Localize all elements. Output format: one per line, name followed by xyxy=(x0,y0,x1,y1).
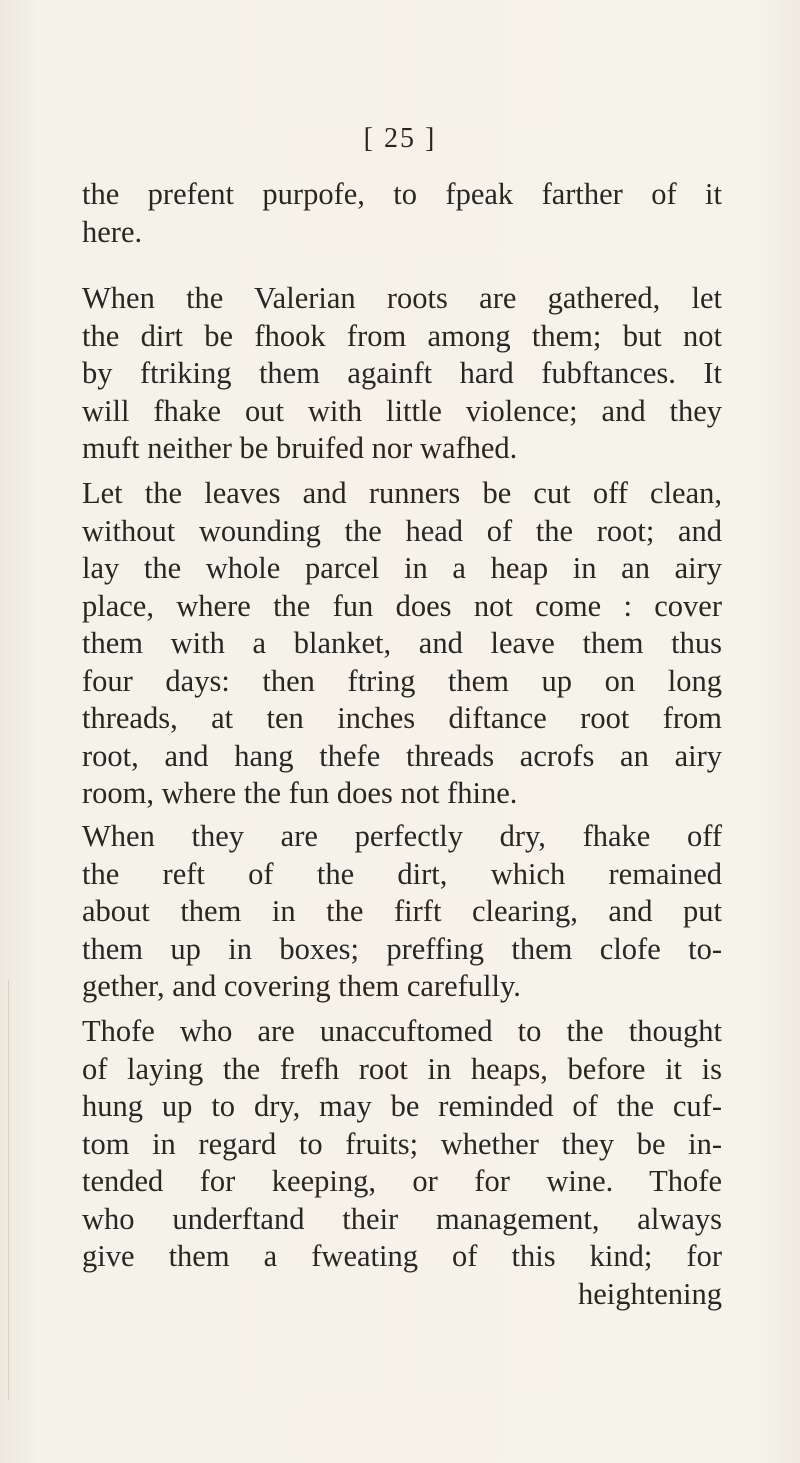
text-line: give them a fweating of this kind; for xyxy=(82,1239,722,1273)
text-line: place, where the fun does not come : cover xyxy=(82,588,722,623)
paragraph-3 xyxy=(82,475,722,813)
page-number: [ 25 ] xyxy=(363,123,437,154)
paragraph-4 xyxy=(82,818,722,1006)
text-line: them up in boxes; preffing them clofe to- xyxy=(82,931,722,966)
text-line: When they are perfectly dry, fhake off xyxy=(82,819,722,853)
text-line: tended for keeping, or for wine. Thofe xyxy=(82,1164,722,1198)
text-line: here. xyxy=(82,214,143,249)
text-line: the prefent purpofe, to fpeak farther of it xyxy=(82,177,722,211)
text-line: four days: then ftring them up on long xyxy=(82,663,722,698)
text-line: who underftand their management, always xyxy=(82,1201,722,1236)
paragraph-2 xyxy=(82,280,722,468)
text-line: hung up to dry, may be reminded of the cuf- xyxy=(82,1089,722,1123)
text-line: room, where the fun does not fhine. xyxy=(82,776,518,810)
text-line: Let the leaves and runners be cut off clean, xyxy=(82,476,722,510)
text-line: lay the whole parcel in a heap in an airy xyxy=(82,551,722,585)
text-line: the reft of the dirt, which remained xyxy=(82,856,722,891)
catchword: heightening xyxy=(578,1276,722,1311)
paragraph-5 xyxy=(82,1013,722,1313)
text-line: When the Valerian roots are gathered, let xyxy=(82,281,722,315)
text-line: threads, at ten inches diftance root from xyxy=(82,701,722,735)
text-line: muft neither be bruifed nor wafhed. xyxy=(82,431,518,465)
text-line: of laying the frefh root in heaps, before it is xyxy=(82,1051,722,1086)
text-line: root, and hang thefe threads acrofs an airy xyxy=(82,738,722,773)
text-line: them with a blanket, and leave them thus xyxy=(82,626,722,660)
text-line: by ftriking them againft hard fubftances. It xyxy=(82,356,722,390)
text-line: about them in the firft clearing, and put xyxy=(82,894,722,928)
paragraph-1 xyxy=(82,176,722,251)
text-line: gether, and covering them carefully. xyxy=(82,969,521,1003)
text-line: tom in regard to fruits; whether they be in- xyxy=(82,1126,722,1161)
text-line: Thofe who are unaccuftomed to the thought xyxy=(82,1014,722,1048)
text-line: the dirt be fhook from among them; but not xyxy=(82,318,722,353)
page-edge-shadow xyxy=(8,980,9,1400)
text-line: without wounding the head of the root; and xyxy=(82,513,722,548)
text-line: will fhake out with little violence; and they xyxy=(82,393,722,428)
